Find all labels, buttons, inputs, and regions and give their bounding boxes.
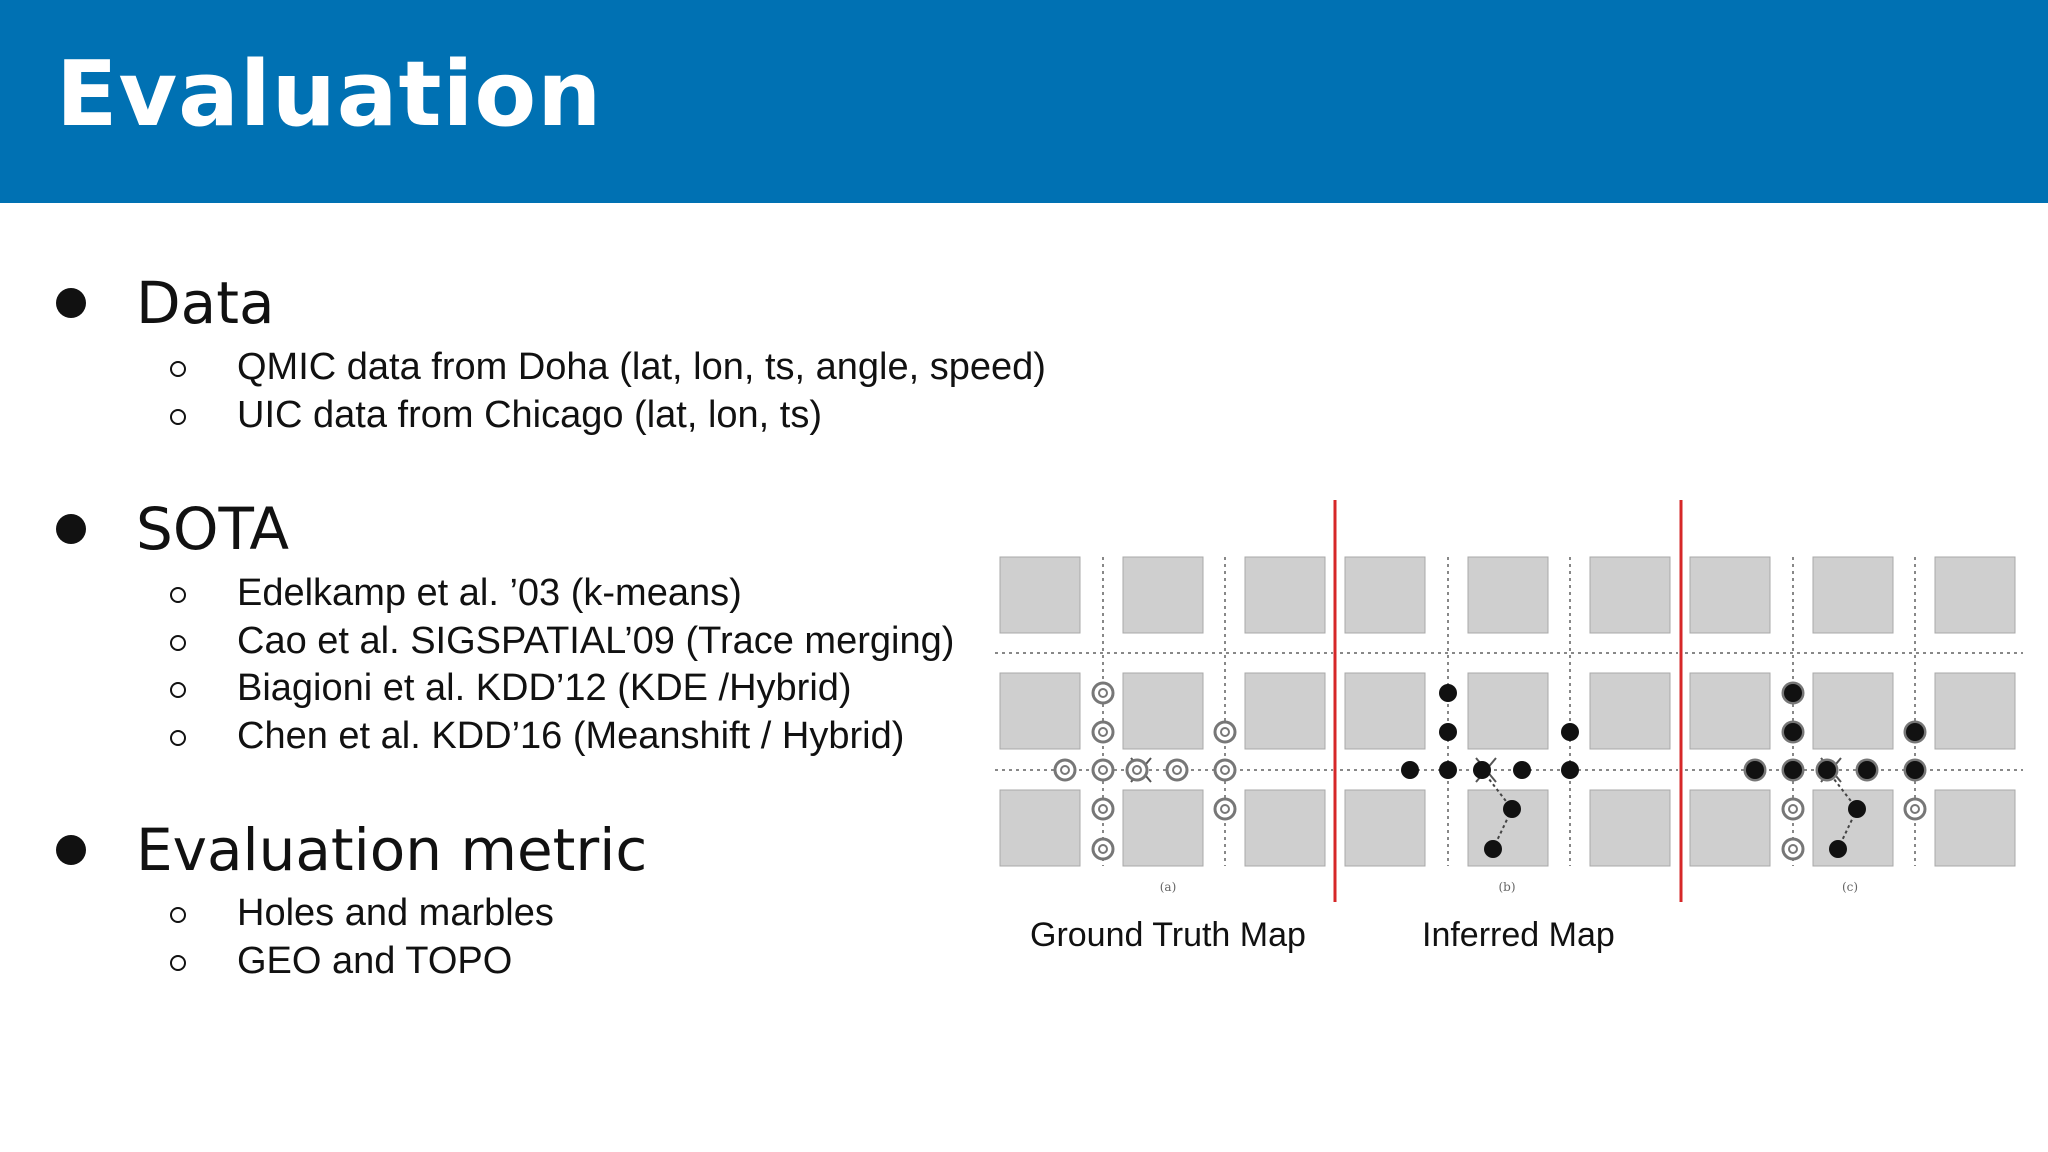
caption-inferred: Inferred Map xyxy=(1422,916,1615,954)
list-item: Chen et al. KDD’16 (Meanshift / Hybrid) xyxy=(0,712,1000,760)
list-item: GEO and TOPO xyxy=(0,937,1000,985)
list-item: Cao et al. SIGSPATIAL’09 (Trace merging) xyxy=(0,617,1000,665)
hole-marker xyxy=(1093,839,1113,859)
map-panel xyxy=(995,557,1333,866)
city-block xyxy=(1813,557,1893,633)
hole-marker xyxy=(1783,799,1803,819)
city-block xyxy=(1690,557,1770,633)
hollow-circle-icon xyxy=(170,587,186,603)
city-block xyxy=(1345,790,1425,866)
section-heading: Evaluation metric xyxy=(136,816,648,884)
marble-marker xyxy=(1746,761,1764,779)
list-item: Biagioni et al. KDD’12 (KDE /Hybrid) xyxy=(0,664,1000,712)
title-bar xyxy=(0,0,2048,203)
panel-label: (b) xyxy=(1498,880,1516,894)
marble-marker xyxy=(1439,684,1457,702)
city-block xyxy=(1813,673,1893,749)
hollow-circle-icon xyxy=(170,361,186,377)
caption-ground-truth: Ground Truth Map xyxy=(1030,916,1306,954)
city-block xyxy=(1245,790,1325,866)
map-panel xyxy=(1685,557,2023,866)
hole-marker xyxy=(1783,839,1803,859)
hole-marker xyxy=(1093,722,1113,742)
marble-marker xyxy=(1439,761,1457,779)
hole-marker xyxy=(1093,683,1113,703)
section-heading: SOTA xyxy=(136,495,290,563)
holes-marbles-figure xyxy=(995,500,2025,954)
city-block xyxy=(1935,557,2015,633)
marble-marker xyxy=(1473,761,1491,779)
list-item: Edelkamp et al. ’03 (k-means) xyxy=(0,569,1000,617)
marble-marker xyxy=(1561,761,1579,779)
marble-marker xyxy=(1439,723,1457,741)
city-block xyxy=(1590,557,1670,633)
bullet-dot-icon xyxy=(56,288,86,318)
marble-marker xyxy=(1906,761,1924,779)
city-block xyxy=(1468,673,1548,749)
hollow-circle-icon xyxy=(170,682,186,698)
hole-marker xyxy=(1215,722,1235,742)
hole-marker xyxy=(1167,760,1187,780)
city-block xyxy=(1123,673,1203,749)
marble-marker xyxy=(1784,723,1802,741)
panel-label: (a) xyxy=(1159,880,1177,894)
city-block xyxy=(1690,790,1770,866)
city-block xyxy=(1245,557,1325,633)
slide-title: Evaluation xyxy=(56,42,603,147)
hollow-circle-icon xyxy=(170,409,186,425)
city-block xyxy=(1123,557,1203,633)
hole-marker xyxy=(1127,760,1147,780)
hole-marker xyxy=(1093,799,1113,819)
map-illustration xyxy=(995,500,2025,920)
marble-marker xyxy=(1561,723,1579,741)
hole-marker xyxy=(1055,760,1075,780)
hole-marker xyxy=(1215,799,1235,819)
city-block xyxy=(1000,673,1080,749)
list-item: QMIC data from Doha (lat, lon, ts, angle, speed) xyxy=(0,343,1000,391)
marble-marker xyxy=(1503,800,1521,818)
marble-marker xyxy=(1484,840,1502,858)
list-item: UIC data from Chicago (lat, lon, ts) xyxy=(0,391,1000,439)
city-block xyxy=(1345,557,1425,633)
hollow-circle-icon xyxy=(170,907,186,923)
marble-marker xyxy=(1858,761,1876,779)
city-block xyxy=(1345,673,1425,749)
panel-label: (c) xyxy=(1841,880,1859,894)
marble-marker xyxy=(1513,761,1531,779)
hole-marker xyxy=(1093,760,1113,780)
map-panel xyxy=(1340,557,1678,866)
list-item: Holes and marbles xyxy=(0,889,1000,937)
city-block xyxy=(1935,673,2015,749)
city-block xyxy=(1000,790,1080,866)
marble-marker xyxy=(1848,800,1866,818)
hollow-circle-icon xyxy=(170,635,186,651)
city-block xyxy=(1590,673,1670,749)
marble-marker xyxy=(1784,761,1802,779)
marble-marker xyxy=(1401,761,1419,779)
city-block xyxy=(1000,557,1080,633)
city-block xyxy=(1690,673,1770,749)
section-heading: Data xyxy=(136,269,275,337)
hole-marker xyxy=(1905,799,1925,819)
city-block xyxy=(1590,790,1670,866)
bullet-dot-icon xyxy=(56,514,86,544)
bullet-dot-icon xyxy=(56,835,86,865)
marble-marker xyxy=(1829,840,1847,858)
city-block xyxy=(1245,673,1325,749)
hole-marker xyxy=(1215,760,1235,780)
city-block xyxy=(1935,790,2015,866)
marble-marker xyxy=(1784,684,1802,702)
city-block xyxy=(1123,790,1203,866)
hollow-circle-icon xyxy=(170,730,186,746)
city-block xyxy=(1468,557,1548,633)
marble-marker xyxy=(1906,723,1924,741)
marble-marker xyxy=(1818,761,1836,779)
hollow-circle-icon xyxy=(170,955,186,971)
